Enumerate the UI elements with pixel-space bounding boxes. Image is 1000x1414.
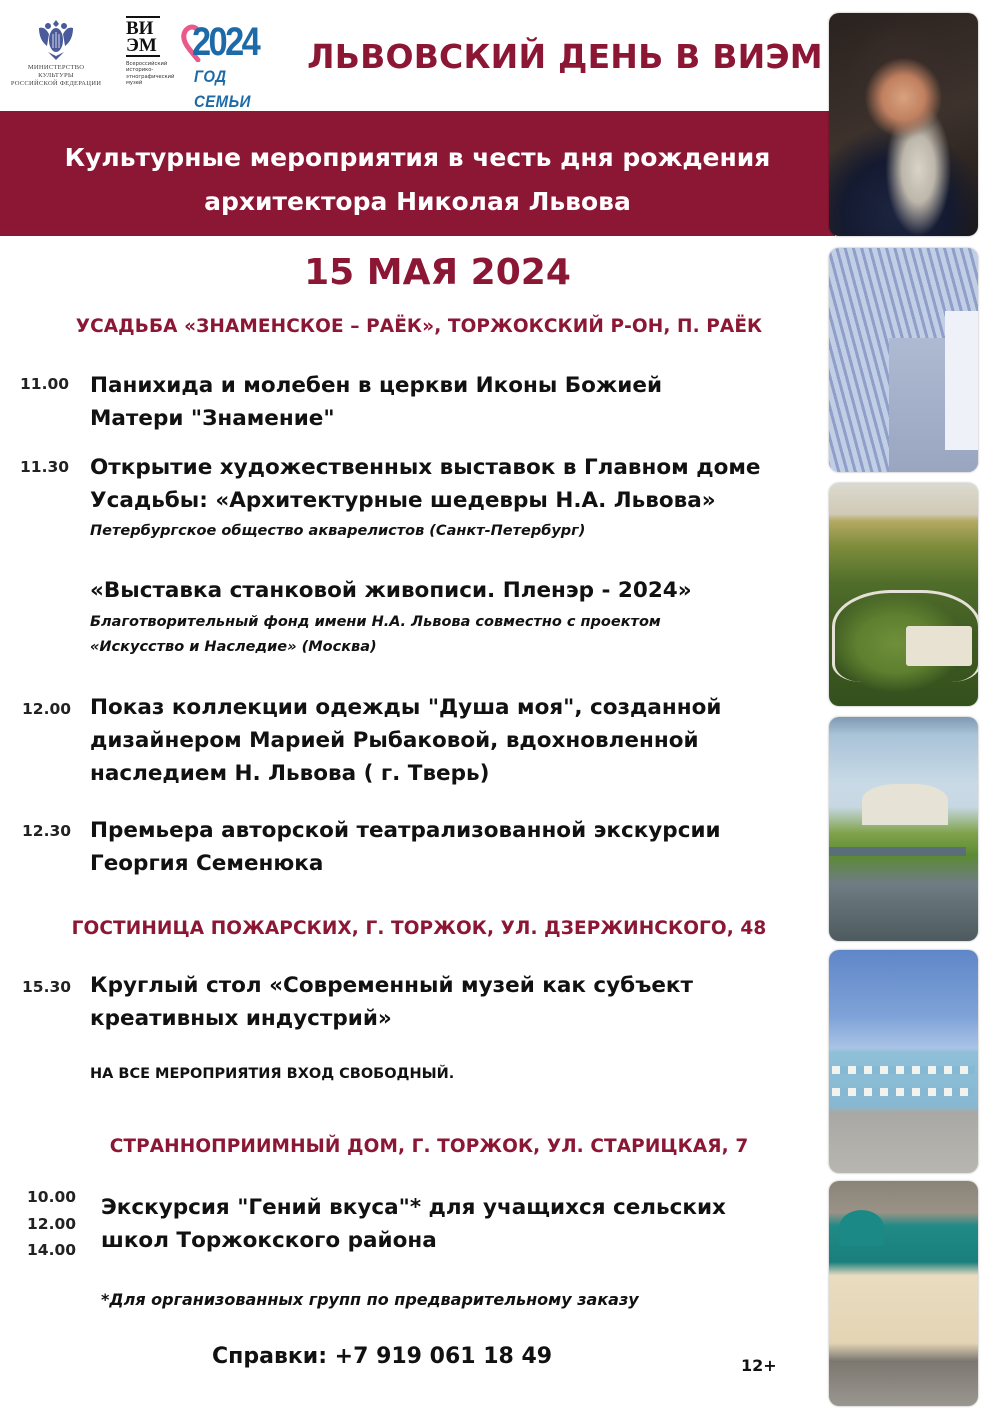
venue-heading-raek: УСАДЬБА «ЗНАМЕНСКОЕ – РАЁК», ТОРЖОКСКИЙ Р-ОН, П. РАЁК [75,316,763,337]
ministry-caption-1: МИНИСТЕРСТВО КУЛЬТУРЫ [27,64,85,79]
booking-footnote: *Для организованных групп по предварительному заказу [101,1290,639,1309]
page-title: ЛЬВОВСКИЙ ДЕНЬ В ВИЭМ [307,37,823,76]
event-time: 12.00 [22,700,72,718]
event-title-second-exhibition: «Выставка станковой живописи. Пленэр - 2024» [90,578,692,603]
event-title: Открытие художественных выставок в Главном доме Усадьбы: «Архитектурные шедевры Н.А. Львова» [90,455,761,513]
pilgrim-house-photo [829,1181,978,1406]
viem-logo [126,16,182,86]
event-title: Панихида и молебен в церкви Иконы Божией Матери "Знамение" [90,373,663,431]
ministry-caption-2: РОССИЙСКОЙ ФЕДЕРАЦИИ [10,80,102,87]
venue-heading-hotel: ГОСТИНИЦА ПОЖАРСКИХ, Г. ТОРЖОК, УЛ. ДЗЕРЖИНСКОГО, 48 [71,918,767,939]
contact-phone: Справки: +7 919 061 18 49 [212,1344,553,1369]
event-title: Экскурсия "Гений вкуса"* для учащихся сельских школ Торжокского района [101,1195,726,1253]
viem-caption: Всероссийский историко-этнографический музей [126,61,175,86]
event-time: 15.30 [22,978,72,996]
event-title: Показ коллекции одежды "Душа моя", созданной дизайнером Марией Рыбаковой, вдохновленной наследием Н. Львова ( г. Тверь) [90,695,722,786]
event-date: 15 МАЯ 2024 [304,252,571,293]
venue-heading-pilgrim-house: СТРАННОПРИИМНЫЙ ДОМ, Г. ТОРЖОК, УЛ. СТАРИЦКАЯ, 7 [109,1136,749,1157]
event-organizer: Благотворительный фонд имени Н.А. Львова совместно с проектом «Искусство и Наследие» (Москва) [90,614,661,655]
free-entry-notice: НА ВСЕ МЕРОПРИЯТИЯ ВХОД СВОБОДНЫЙ. [90,1066,455,1082]
year-caption: ГОД СЕМЬИ [194,67,251,111]
viem-monogram: ВИ ЭМ [126,16,160,57]
event-time: 11.30 [20,458,70,476]
year-of-family-logo [180,20,276,111]
event-title: Круглый стол «Современный музей как субъект креативных индустрий» [90,973,693,1031]
event-title: Премьера авторской театрализованной экскурсии Георгия Семенюка [90,818,721,876]
ministry-of-culture-logo [10,14,102,94]
estate-aerial-photo [829,483,978,706]
year-number: 2024 [192,20,259,64]
subtitle-text: Культурные мероприятия в честь дня рождения архитектора Николая Львова [64,143,771,216]
age-rating-badge: 12+ [741,1356,777,1375]
event-times: 10.00 12.00 14.00 [27,1188,77,1259]
portrait-nikolai-lvov [829,13,978,236]
event-time: 11.00 [20,375,70,393]
event-organizer: Петербургское общество акварелистов (Санкт-Петербург) [90,523,586,539]
double-headed-eagle-emblem-icon [31,14,81,64]
event-time: 12.30 [22,822,72,840]
torzhok-monastery-river-photo [829,717,978,941]
